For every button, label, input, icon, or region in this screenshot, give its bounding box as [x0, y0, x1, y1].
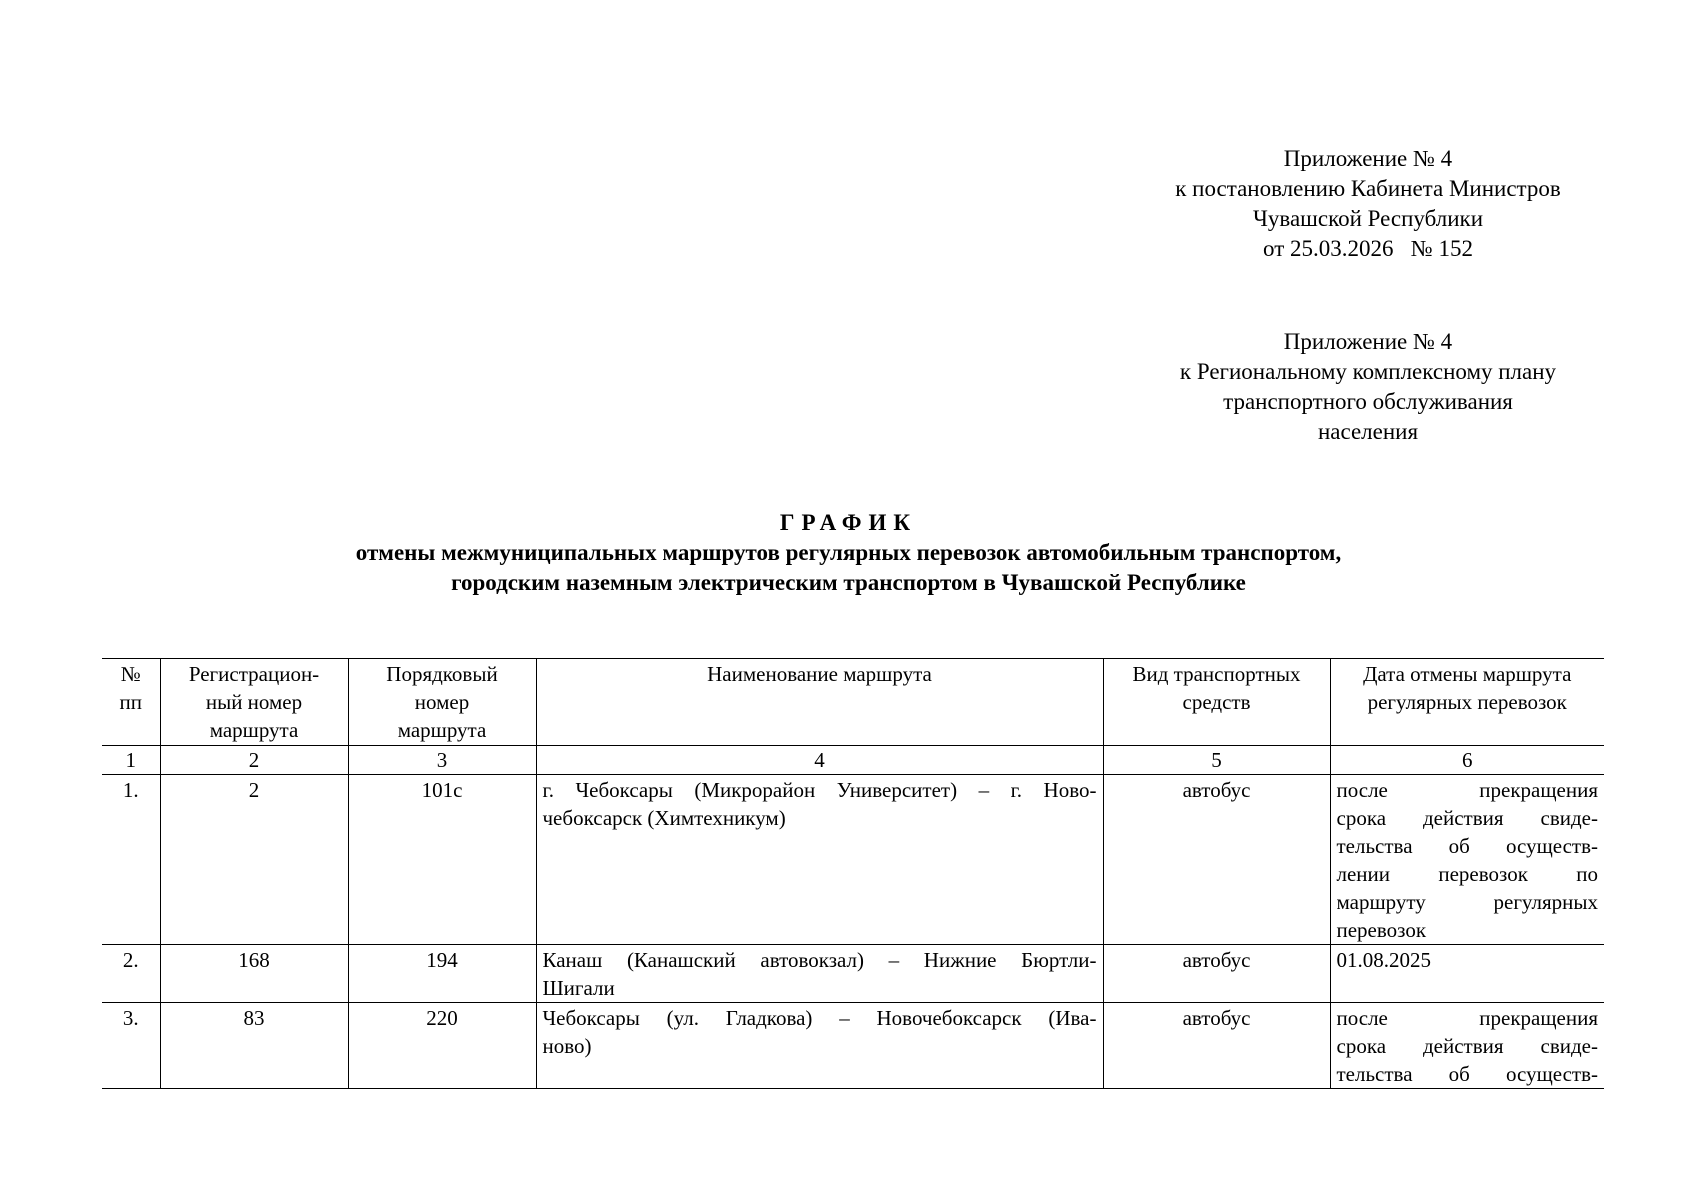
cancel-date-line: после прекращения [1336, 1006, 1598, 1030]
table-row [102, 1003, 1604, 1089]
cell-reg-number: 83 [160, 1003, 348, 1089]
header-text: маршрута [397, 718, 487, 742]
cancel-date-line: маршруту регулярных [1336, 890, 1598, 914]
cell-num: 3. [102, 1003, 160, 1089]
cell-num: 1. [102, 775, 160, 945]
header-cancel-date [1330, 659, 1604, 746]
cell-vehicle-type: автобус [1103, 1003, 1330, 1089]
cancel-date-line: тельства об осуществ- [1336, 834, 1598, 858]
column-number: 6 [1330, 746, 1604, 775]
appendix-2-line: населения [1317, 419, 1419, 444]
header-text: средств [1182, 690, 1251, 714]
cancel-date-line: лении перевозок по [1336, 862, 1598, 886]
route-name-line: чебоксарск (Химтехникум) [542, 806, 786, 830]
header-text: Регистрацион- [188, 662, 320, 686]
cell-reg-number: 2 [160, 775, 348, 945]
cell-route-name [536, 775, 1103, 945]
header-text: № [120, 662, 141, 686]
table-row [102, 945, 1604, 1003]
appendix-2-block [1128, 327, 1608, 447]
cell-cancel-date [1330, 1003, 1604, 1089]
route-name-line: г. Чебоксары (Микрорайон Университет) – г. Ново- [542, 778, 1097, 802]
route-name-line: Канаш (Канашский автовокзал) – Нижние Бюртли- [542, 948, 1097, 972]
header-text: Наименование маршрута [707, 662, 932, 686]
cell-reg-number: 168 [160, 945, 348, 1003]
header-text: номер [414, 690, 470, 714]
cell-num: 2. [102, 945, 160, 1003]
header-vehicle-type [1103, 659, 1330, 746]
header-text: пп [119, 690, 142, 714]
header-text: ный номер [205, 690, 303, 714]
appendix-1-line: от 25.03.2026 № 152 [1263, 236, 1473, 261]
document-heading [0, 508, 1697, 598]
header-text: Вид транспортных [1132, 662, 1301, 686]
document-subtitle-line-2: городским наземным электрическим транспортом в Чувашской Республике [451, 570, 1246, 595]
table-row [102, 775, 1604, 945]
column-number: 1 [102, 746, 160, 775]
cell-ord-number: 194 [348, 945, 536, 1003]
cancel-date-line: срока действия свиде- [1336, 806, 1598, 830]
route-name-line: ново) [542, 1034, 592, 1058]
header-text: Порядковый [386, 662, 498, 686]
cell-route-name [536, 1003, 1103, 1089]
cell-vehicle-type: автобус [1103, 945, 1330, 1003]
document-title: ГРАФИК [779, 510, 918, 535]
appendix-1-line: Приложение № 4 [1283, 146, 1453, 171]
column-number-row [102, 746, 1604, 775]
header-text: регулярных перевозок [1367, 690, 1567, 714]
header-num [102, 659, 160, 746]
appendix-2-line: к Региональному комплексному плану [1179, 359, 1557, 384]
table-header-row [102, 659, 1604, 746]
cell-ord-number: 220 [348, 1003, 536, 1089]
cell-cancel-date [1330, 775, 1604, 945]
appendix-2-line: транспортного обслуживания [1223, 389, 1513, 414]
appendix-1-line: Чувашской Республики [1252, 206, 1484, 231]
route-name-line: Шигали [542, 976, 615, 1000]
header-reg-number [160, 659, 348, 746]
cancel-date-line: срока действия свиде- [1336, 1034, 1598, 1058]
cancel-date-line: 01.08.2025 [1336, 948, 1431, 972]
appendix-2-line: Приложение № 4 [1283, 329, 1453, 354]
column-number: 3 [348, 746, 536, 775]
cell-route-name [536, 945, 1103, 1003]
column-number: 4 [536, 746, 1103, 775]
cancel-date-line: после прекращения [1336, 778, 1598, 802]
header-text: Дата отмены маршрута [1363, 662, 1572, 686]
cell-ord-number: 101с [348, 775, 536, 945]
header-route-name [536, 659, 1103, 746]
appendix-1-line: к постановлению Кабинета Министров [1175, 176, 1561, 201]
cell-vehicle-type: автобус [1103, 775, 1330, 945]
cancel-date-line: тельства об осуществ- [1336, 1062, 1598, 1086]
appendix-1-block [1128, 144, 1608, 264]
column-number: 5 [1103, 746, 1330, 775]
document-subtitle-line-1: отмены межмуниципальных маршрутов регулярных перевозок автомобильным транспортом, [355, 540, 1342, 565]
column-number: 2 [160, 746, 348, 775]
cancel-date-line: перевозок [1336, 918, 1427, 942]
header-ord-number [348, 659, 536, 746]
cell-cancel-date [1330, 945, 1604, 1003]
header-text: маршрута [209, 718, 299, 742]
schedule-table [102, 658, 1604, 1089]
route-name-line: Чебоксары (ул. Гладкова) – Новочебоксарск (Ива- [542, 1006, 1097, 1030]
